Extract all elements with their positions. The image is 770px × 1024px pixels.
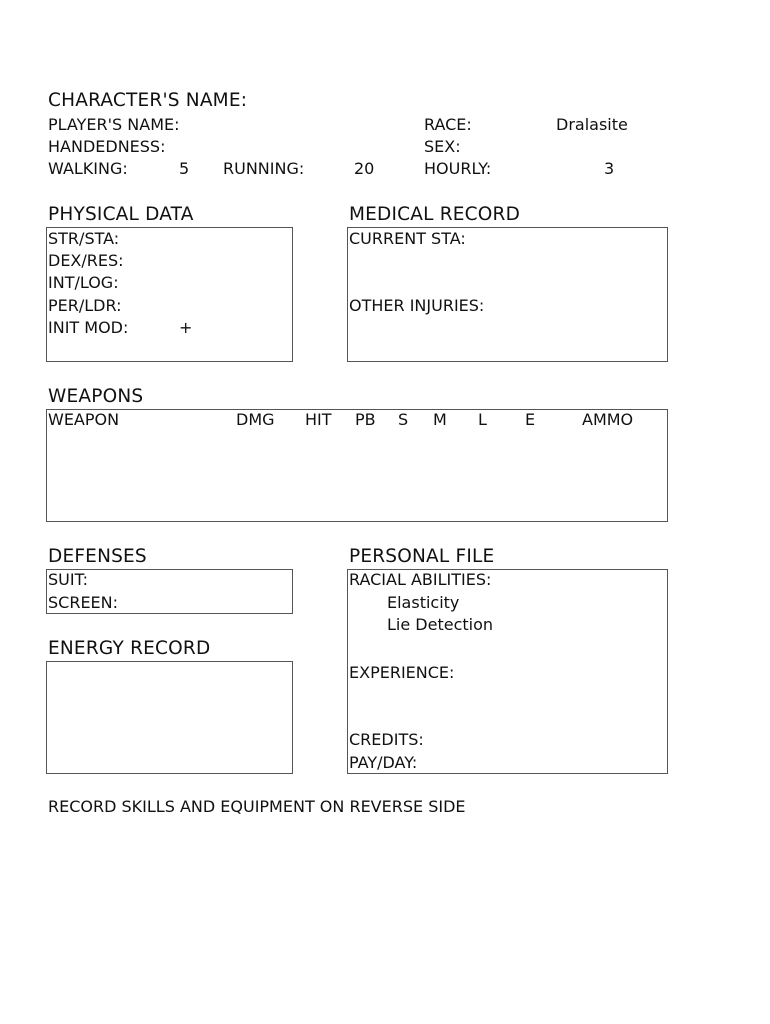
personal-file-title: PERSONAL FILE <box>349 546 495 567</box>
e-column-header: E <box>525 410 536 429</box>
dmg-column-header: DMG <box>236 410 275 429</box>
weapon-column-header: WEAPON <box>48 410 120 429</box>
credits-label: CREDITS: <box>349 730 424 749</box>
init-mod-label: INIT MOD: <box>48 318 129 337</box>
l-column-header: L <box>478 410 487 429</box>
dex-res-label: DEX/RES: <box>48 251 124 270</box>
m-column-header: M <box>433 410 447 429</box>
hit-column-header: HIT <box>305 410 332 429</box>
hourly-value: 3 <box>604 159 615 178</box>
defenses-title: DEFENSES <box>48 546 147 567</box>
racial-ability-item: Lie Detection <box>387 615 494 634</box>
int-log-label: INT/LOG: <box>48 273 119 292</box>
init-mod-sign: + <box>179 318 193 337</box>
character-name-label: CHARACTER'S NAME: <box>48 90 248 111</box>
weapons-title: WEAPONS <box>48 386 144 407</box>
reverse-side-note: RECORD SKILLS AND EQUIPMENT ON REVERSE SIDE <box>48 797 466 816</box>
racial-abilities-label: RACIAL ABILITIES: <box>349 570 492 589</box>
per-ldr-label: PER/LDR: <box>48 296 122 315</box>
s-column-header: S <box>398 410 409 429</box>
handedness-label: HANDEDNESS: <box>48 137 166 156</box>
pay-day-label: PAY/DAY: <box>349 753 418 772</box>
running-value: 20 <box>354 159 375 178</box>
player-name-label: PLAYER'S NAME: <box>48 115 180 134</box>
race-label: RACE: <box>424 115 472 134</box>
energy-record-title: ENERGY RECORD <box>48 638 211 659</box>
pb-column-header: PB <box>355 410 376 429</box>
str-sta-label: STR/STA: <box>48 229 120 248</box>
racial-ability-item: Elasticity <box>387 593 460 612</box>
ammo-column-header: AMMO <box>582 410 634 429</box>
energy-record-box <box>46 661 293 774</box>
race-value: Dralasite <box>556 115 628 134</box>
experience-label: EXPERIENCE: <box>349 663 455 682</box>
medical-record-title: MEDICAL RECORD <box>349 204 521 225</box>
sex-label: SEX: <box>424 137 461 156</box>
screen-label: SCREEN: <box>48 593 119 612</box>
other-injuries-label: OTHER INJURIES: <box>349 296 485 315</box>
suit-label: SUIT: <box>48 570 88 589</box>
hourly-label: HOURLY: <box>424 159 492 178</box>
walking-value: 5 <box>179 159 190 178</box>
current-sta-label: CURRENT STA: <box>349 229 466 248</box>
walking-label: WALKING: <box>48 159 128 178</box>
physical-data-title: PHYSICAL DATA <box>48 204 194 225</box>
running-label: RUNNING: <box>223 159 305 178</box>
